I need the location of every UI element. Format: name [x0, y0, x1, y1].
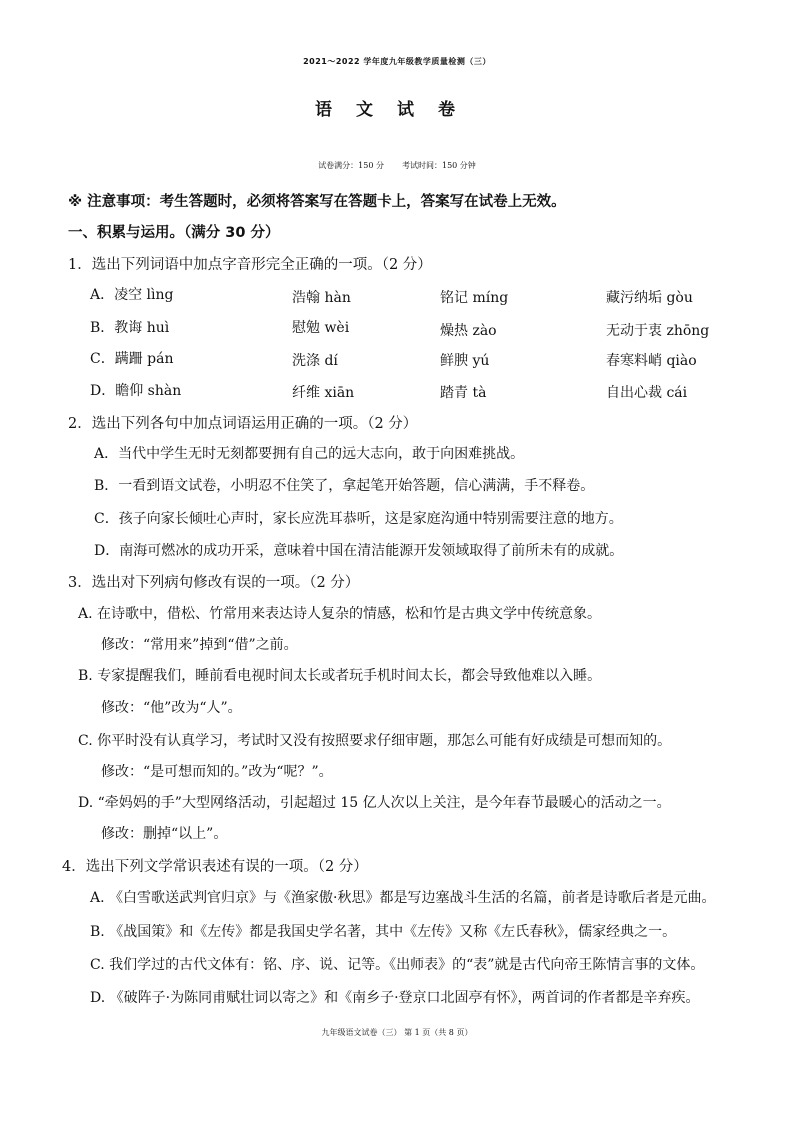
q1-option-a-3: 铭记 míng [440, 290, 509, 306]
q1-option-c-2: 洗涤 dí [292, 353, 338, 369]
notice: ※ 注意事项：考生答题时，必须将答案写在答题卡上，答案写在试卷上无效。 [68, 194, 566, 210]
q1-option-d-1: D．瞻仰 shàn [90, 383, 182, 399]
q3-option-c: C. 你平时没有认真学习，考试时又没有按照要求仔细审题，那怎么可能有好成绩是可想而知的。 [78, 733, 672, 749]
q2-stem: 2．选出下列各句中加点词语运用正确的一项。（2 分） [68, 416, 418, 432]
exam-title: 2021～2022 学年度九年级教学质量检测（三） [303, 57, 491, 66]
q3-fix-d: 修改：删掉“以上”。 [101, 826, 228, 842]
q3-fix-c: 修改：“是可想而知的。”改为“呢？”。 [101, 764, 333, 780]
q1-option-a-1: A．凌空 lìng [90, 287, 174, 303]
q3-option-d: D. “牵妈妈的手”大型网络活动，引起超过 15 亿人次以上关注，是今年春节最暖心的活动之一。 [78, 795, 671, 811]
page-footer: 九年级语文试卷（三） 第 1 页（共 8 页） [321, 1028, 473, 1037]
q1-option-c-4: 春寒料峭 qiào [606, 353, 697, 369]
q2-option-b: B．一看到语文试卷，小明忍不住笑了，拿起笔开始答题，信心满满，手不释卷。 [94, 478, 595, 494]
q1-option-a-4: 藏污纳垢 gòu [606, 290, 693, 306]
q1-option-b-4: 无动于衷 zhōng [606, 323, 710, 339]
q1-option-d-2: 纤维 xiān [292, 385, 355, 401]
exam-info [0, 160, 794, 171]
q3-stem: 3．选出对下列病句修改有误的一项。（2 分） [68, 575, 360, 591]
q4-option-d: D. 《破阵子·为陈同甫赋壮词以寄之》和《南乡子·登京口北固亭有怀》，两首词的作者都是辛弃疾。 [90, 990, 700, 1006]
q1-option-b-2: 慰勉 wèi [292, 320, 350, 336]
q1-option-d-3: 踏青 tà [440, 385, 487, 401]
q1-option-d-4: 自出心裁 cái [606, 385, 688, 401]
section-heading: 一、积累与运用。（满分 30 分） [68, 225, 280, 241]
q2-option-c: C．孩子向家长倾吐心声时，家长应洗耳恭听，这是家庭沟通中特别需要注意的地方。 [94, 511, 623, 527]
q1-option-b-1: B．教诲 huì [90, 320, 170, 336]
q3-fix-a: 修改：“常用来”掉到“借”之前。 [101, 637, 298, 653]
q1-option-b-3: 燥热 zào [440, 323, 497, 339]
q4-option-a: A. 《白雪歌送武判官归京》与《渔家傲·秋思》都是写边塞战斗生活的名篇，前者是诗歌后者是元曲。 [90, 890, 716, 906]
q1-option-c-3: 鲜腴 yú [440, 353, 490, 369]
q1-option-a-2: 浩翰 hàn [292, 290, 351, 306]
subject-title: 语文试卷 [315, 100, 479, 120]
q3-option-a: A. 在诗歌中，借松、竹常用来表达诗人复杂的情感，松和竹是古典文学中传统意象。 [78, 606, 602, 622]
q4-stem: 4．选出下列文学常识表述有误的一项。（2 分） [62, 859, 368, 875]
full-score: 试卷满分：150 分 [318, 161, 384, 170]
q4-option-c: C. 我们学过的古代文体有：铭、序、说、记等。《出师表》的“表”就是古代向帝王陈情言事的文体。 [90, 957, 705, 973]
q1-option-c-1: C．蹒跚 pán [90, 351, 174, 367]
q3-fix-b: 修改：“他”改为“人”。 [101, 700, 242, 716]
q1-stem: 1．选出下列词语中加点字音形完全正确的一项。（2 分） [68, 257, 432, 273]
exam-time: 考试时间：150 分钟 [402, 161, 476, 170]
q2-option-a: A．当代中学生无时无刻都要拥有自己的远大志向，敢于向困难挑战。 [94, 446, 525, 462]
q3-option-b: B. 专家提醒我们，睡前看电视时间太长或者玩手机时间太长，都会导致他难以入睡。 [78, 668, 602, 684]
q2-option-d: D．南海可燃冰的成功开采，意味着中国在清洁能源开发领域取得了前所未有的成就。 [94, 543, 624, 559]
q4-option-b: B. 《战国策》和《左传》都是我国史学名著，其中《左传》又称《左氏春秋》，儒家经典之一。 [90, 924, 677, 940]
